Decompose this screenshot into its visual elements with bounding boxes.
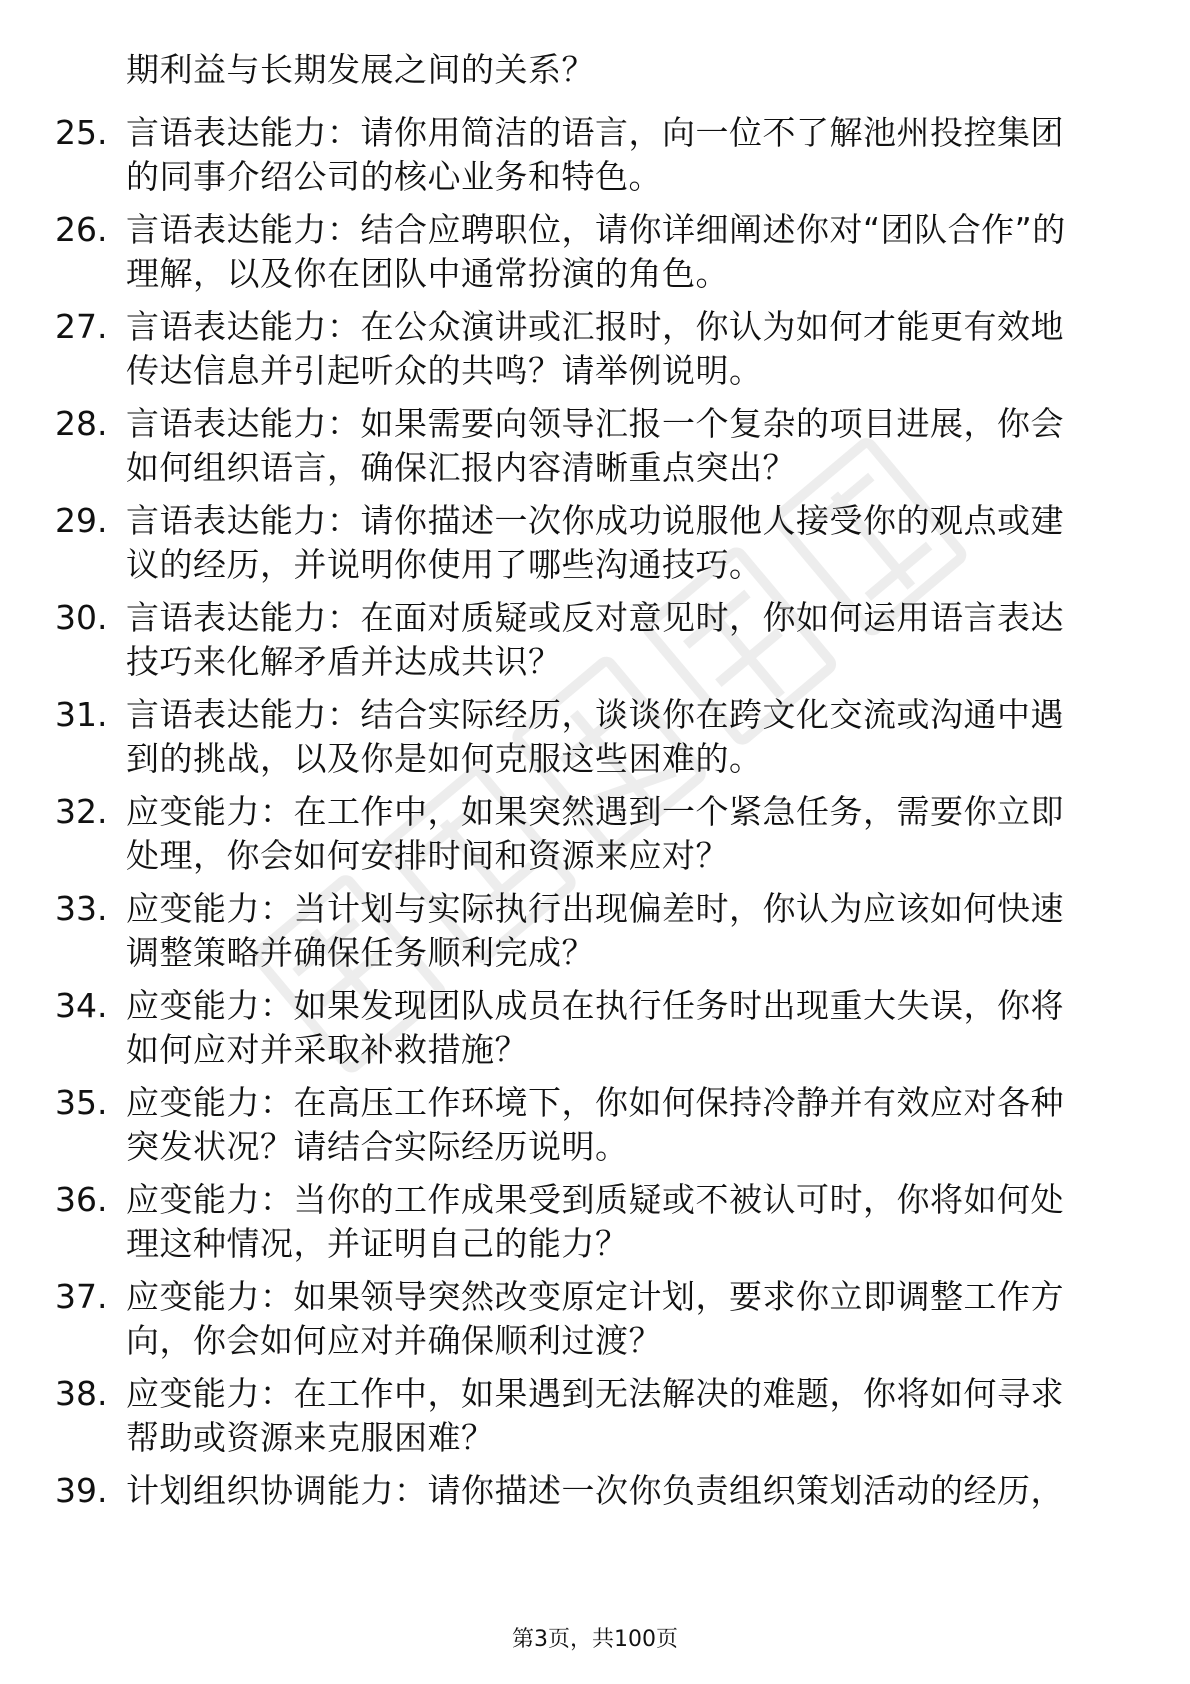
question-item (0, 402, 1190, 499)
question-line: 言语表达能力：如果需要向领导汇报一个复杂的项目进展，你会 (126, 404, 1064, 443)
question-number: 25. (55, 113, 108, 152)
question-item (0, 596, 1190, 693)
question-text (126, 402, 1116, 490)
question-line: 应变能力：如果领导突然改变原定计划，要求你立即调整工作方 (126, 1277, 1064, 1316)
question-item (0, 693, 1190, 790)
question-line: 如何组织语言，确保汇报内容清晰重点突出？ (126, 448, 796, 487)
question-number: 37. (55, 1277, 108, 1316)
question-item (0, 1081, 1190, 1178)
question-line: 应变能力：在工作中，如果突然遇到一个紧急任务，需要你立即 (126, 792, 1064, 831)
question-number: 32. (55, 792, 108, 831)
question-line: 计划组织协调能力：请你描述一次你负责组织策划活动的经历， (126, 1471, 1064, 1510)
question-number: 27. (55, 307, 108, 346)
question-text (126, 499, 1116, 587)
question-line: 技巧来化解矛盾并达成共识？ (126, 642, 562, 681)
question-line: 言语表达能力：请你用简洁的语言，向一位不了解池州投控集团 (126, 113, 1064, 152)
question-number: 29. (55, 501, 108, 540)
question-number: 38. (55, 1374, 108, 1413)
question-line: 应变能力：在高压工作环境下，你如何保持冷静并有效应对各种 (126, 1083, 1064, 1122)
question-line: 传达信息并引起听众的共鸣？请举例说明。 (126, 351, 763, 390)
question-line: 言语表达能力：请你描述一次你成功说服他人接受你的观点或建 (126, 501, 1064, 540)
question-text (126, 693, 1116, 781)
question-number: 31. (55, 695, 108, 734)
question-number: 30. (55, 598, 108, 637)
question-list (0, 111, 1190, 1566)
question-item (0, 984, 1190, 1081)
question-line: 处理，你会如何安排时间和资源来应对？ (126, 836, 729, 875)
question-item (0, 208, 1190, 305)
question-line: 向，你会如何应对并确保顺利过渡？ (126, 1321, 662, 1360)
question-line: 应变能力：在工作中，如果遇到无法解决的难题，你将如何寻求 (126, 1374, 1064, 1413)
question-text (126, 790, 1116, 878)
question-text (126, 1469, 1116, 1513)
question-item (0, 790, 1190, 887)
question-line: 如何应对并采取补救措施？ (126, 1030, 528, 1069)
question-line: 应变能力：当你的工作成果受到质疑或不被认可时，你将如何处 (126, 1180, 1064, 1219)
question-number: 34. (55, 986, 108, 1025)
question-item (0, 111, 1190, 208)
question-number: 28. (55, 404, 108, 443)
question-line: 言语表达能力：结合应聘职位，请你详细阐述你对“团队合作”的 (126, 210, 1066, 249)
question-text (126, 208, 1116, 296)
question-item (0, 1275, 1190, 1372)
question-item (0, 499, 1190, 596)
question-number: 33. (55, 889, 108, 928)
question-line: 言语表达能力：结合实际经历，谈谈你在跨文化交流或沟通中遇 (126, 695, 1064, 734)
question-text (126, 596, 1116, 684)
question-line: 突发状况？请结合实际经历说明。 (126, 1127, 629, 1166)
question-number: 36. (55, 1180, 108, 1219)
question-line: 应变能力：如果发现团队成员在执行任务时出现重大失误，你将 (126, 986, 1064, 1025)
question-text (126, 1275, 1116, 1363)
question-number: 39. (55, 1471, 108, 1510)
question-item (0, 887, 1190, 984)
question-text (126, 1178, 1116, 1266)
question-item (0, 1469, 1190, 1566)
question-number: 26. (55, 210, 108, 249)
question-line: 议的经历，并说明你使用了哪些沟通技巧。 (126, 545, 763, 584)
question-line: 调整策略并确保任务顺利完成？ (126, 933, 595, 972)
question-text (126, 887, 1116, 975)
question-line: 理这种情况，并证明自己的能力？ (126, 1224, 629, 1263)
question-line: 应变能力：当计划与实际执行出现偏差时，你认为应该如何快速 (126, 889, 1064, 928)
question-line: 到的挑战，以及你是如何克服这些困难的。 (126, 739, 763, 778)
question-text (126, 984, 1116, 1072)
question-line: 理解，以及你在团队中通常扮演的角色。 (126, 254, 729, 293)
question-text (126, 111, 1116, 199)
question-number: 35. (55, 1083, 108, 1122)
question-line: 言语表达能力：在面对质疑或反对意见时，你如何运用语言表达 (126, 598, 1064, 637)
continuation-text: 期利益与长期发展之间的关系？ (126, 50, 595, 89)
question-text (126, 1081, 1116, 1169)
question-line: 言语表达能力：在公众演讲或汇报时，你认为如何才能更有效地 (126, 307, 1064, 346)
question-item (0, 1372, 1190, 1469)
question-item (0, 1178, 1190, 1275)
question-line: 的同事介绍公司的核心业务和特色。 (126, 157, 662, 196)
page-footer: 第3页，共100页 (512, 1627, 678, 1652)
question-item (0, 305, 1190, 402)
question-line: 帮助或资源来克服困难？ (126, 1418, 495, 1457)
question-text (126, 1372, 1116, 1460)
question-text (126, 305, 1116, 393)
